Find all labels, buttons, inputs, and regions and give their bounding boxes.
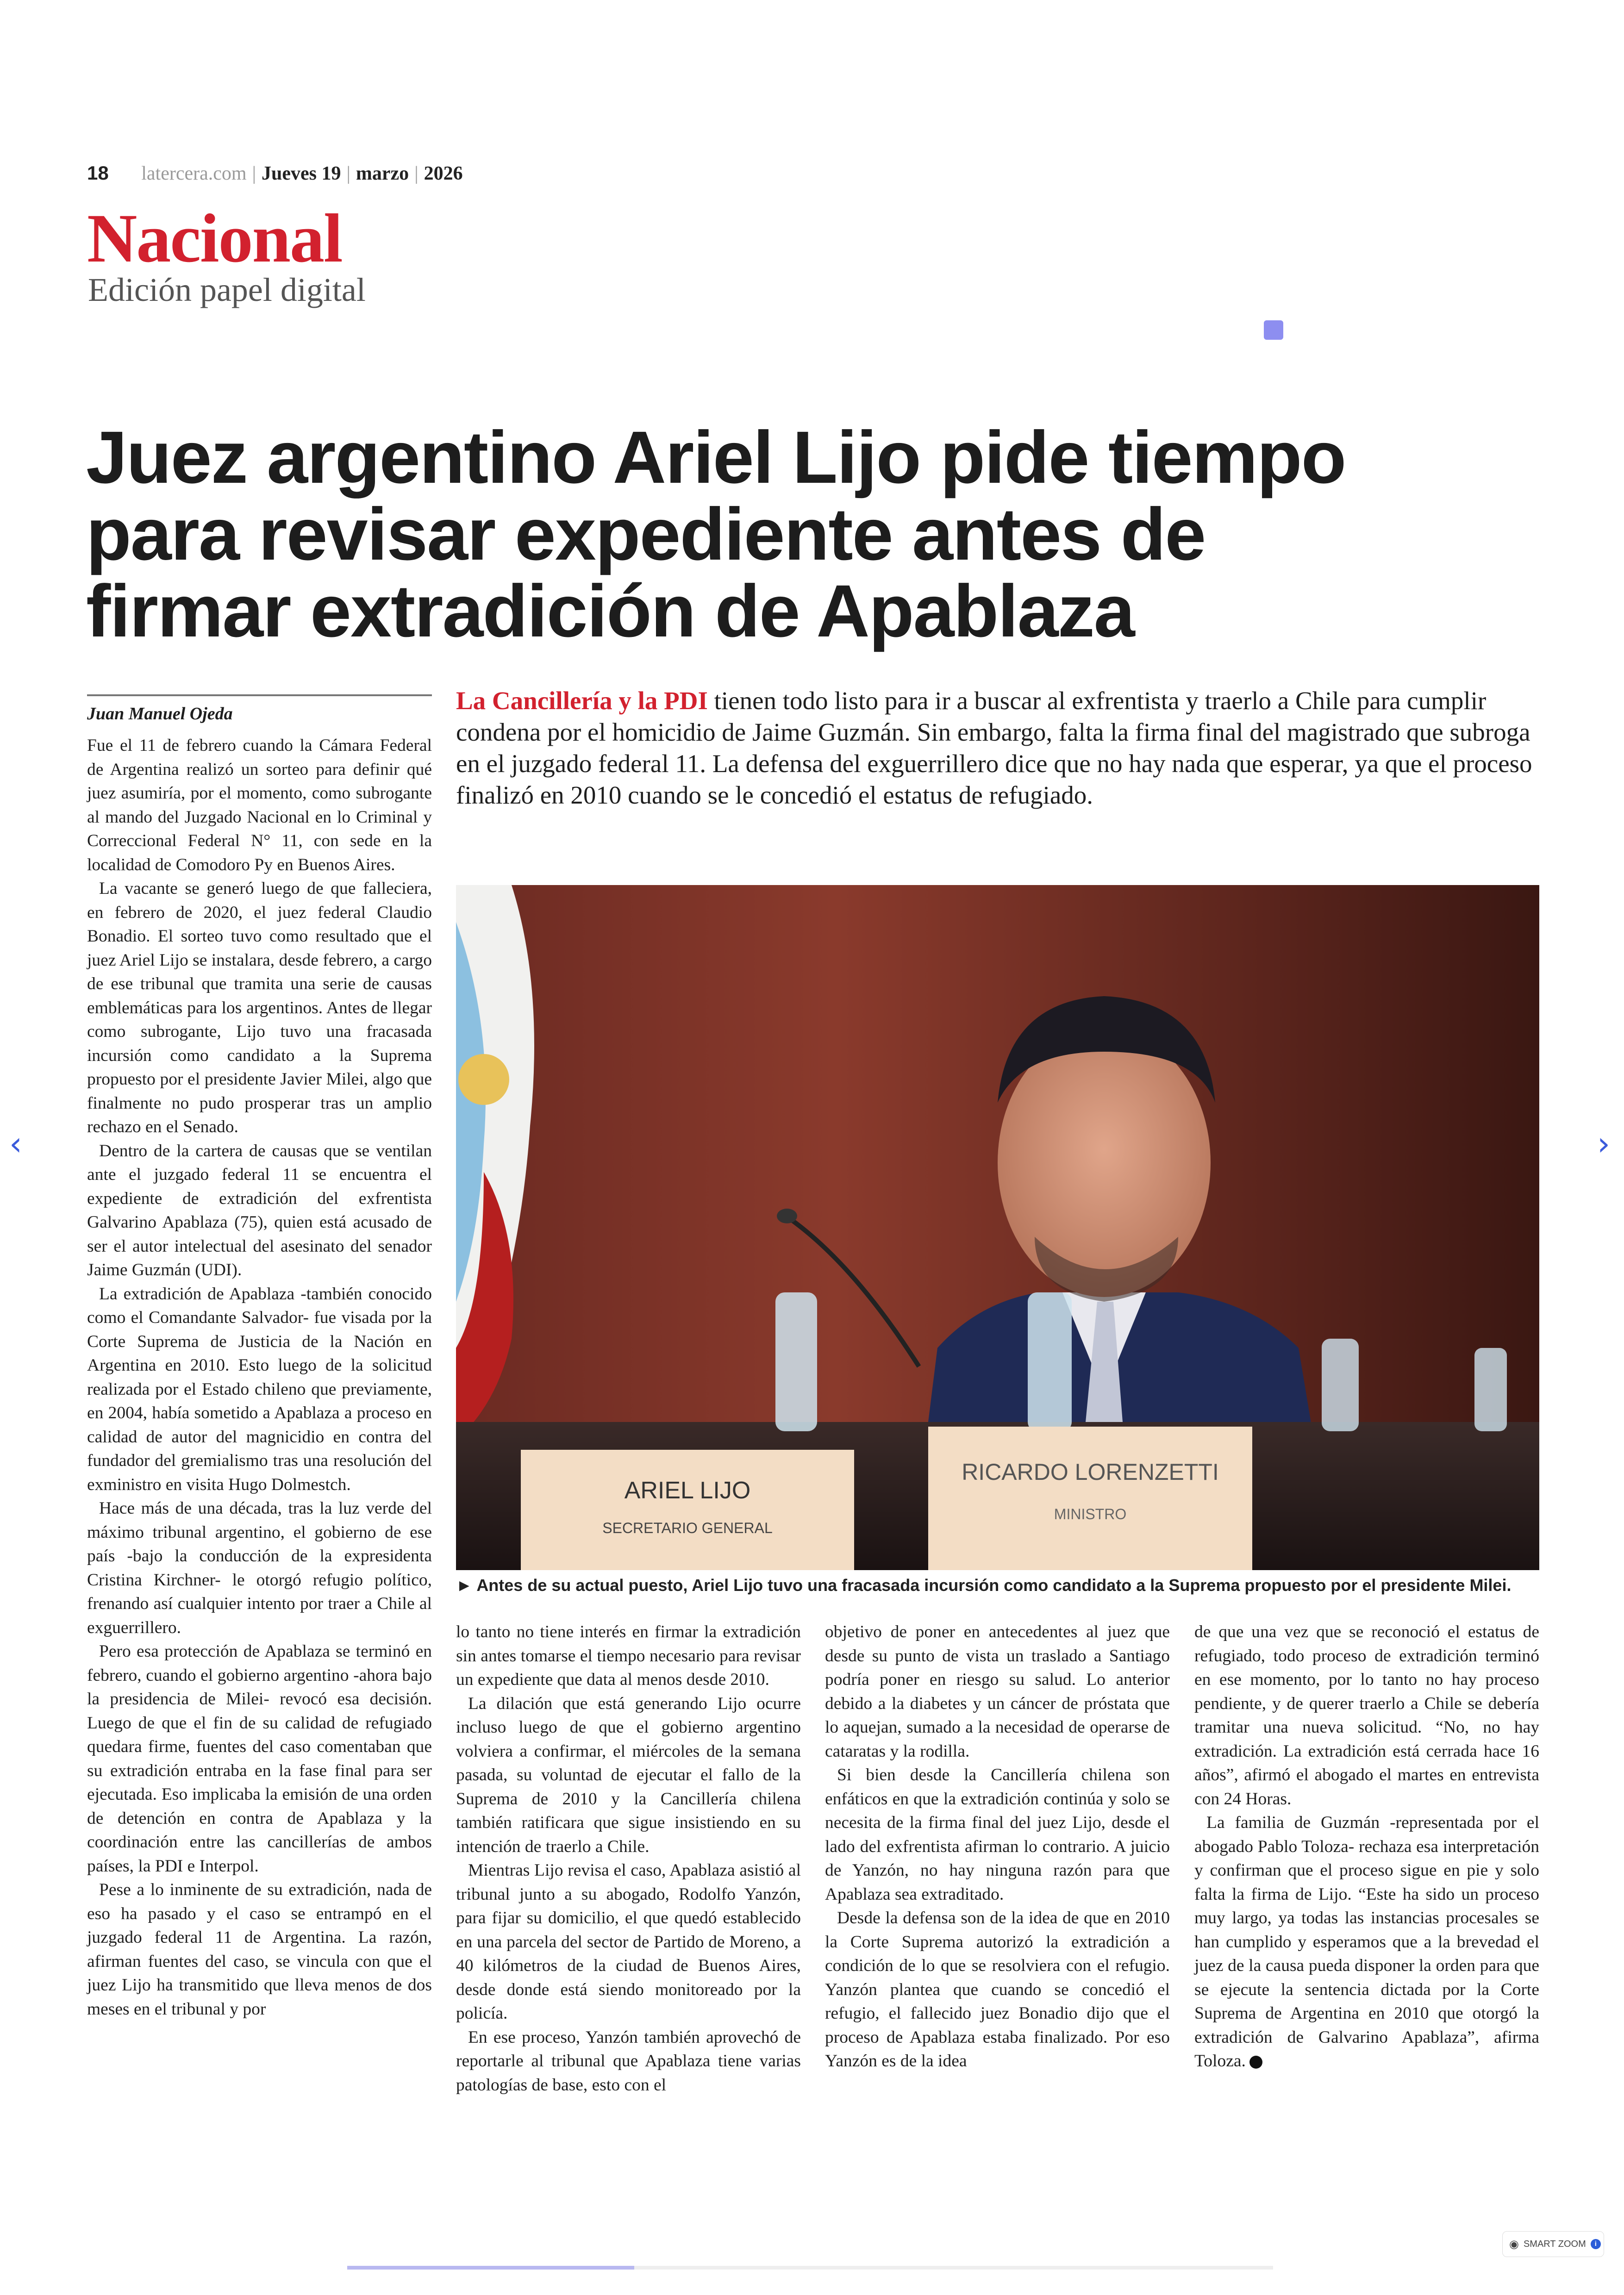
- paragraph: Fue el 11 de febrero cuando la Cámara Federal de Argentina realizó un sorteo para definir qué juez asumiría, por el momento, como subrogante al mando del Juzgado Nacional en lo Criminal y Correccional Federal N° 11, con sede en la localidad de Comodoro Py en Buenos Aires.: [87, 736, 432, 874]
- paragraph: Mientras Lijo revisa el caso, Apablaza asistió al tribunal junto a su abogado, Rodolfo Yanzón, para fijar su domicilio, el que quedó establecido en una parcela del sector de Partido de Moreno, a 40 kilómetros de la ciudad de Buenos Aires, desde donde está siendo monitoreado por la policía.: [456, 1861, 801, 2023]
- caption-arrow-icon: ►: [456, 1576, 473, 1595]
- folio-month: marzo: [356, 163, 409, 184]
- paragraph: La vacante se generó luego de que falleciera, en febrero de 2020, el juez federal Claudio Bonadio. El sorteo tuvo como resultado que el juez Ariel Lijo se instalara, desde febrero, a cargo de ese tribunal que tramita una serie de causas emblemáticas para los argentinos. Antes de llegar como subrogante, Lijo tuvo una fracasada incursión como candidato a la Suprema propuesto por el presidente Javier Milei, algo que finalmente no pudo prosperar tras un amplio rechazo en el Senado.: [87, 879, 432, 1136]
- lead-text: tienen todo listo para ir a buscar al exfrentista y traerlo a Chile para cumplir condena por el homicidio de Jaime Guzmán. Sin embargo, falta la firma final del magistrado que subroga en el juzgado federal 11. La defensa del exguerrillero dice que no hay nada que esperar, ya que el proceso finalizó en 2010 cuando se le concedió el estatus de refugiado.: [456, 686, 1532, 809]
- article-column-2: [456, 1620, 801, 2097]
- nameplate-left: [521, 1450, 854, 1570]
- paragraph: de que una vez que se reconoció el estatus de refugiado, todo proceso de extradición terminó en ese momento, por lo tanto no hay proceso pendiente, y de querer traerlo a Chile se debería tramitar una nueva solicitud. “No, no hay extradición. La extradición está cerrada hace 16 años”, afirmó el abogado el martes en entrevista con 24 Horas.: [1194, 1622, 1539, 1809]
- paragraph: Pero esa protección de Apablaza se terminó en febrero, cuando el gobierno argentino -ahora bajo la presidencia de Milei- revocó esa decisión. Luego de que el fin de su calidad de refugiado quedara firme, fuentes del caso comentaban que su extradición entraba en la fase final para ser ejecutada. Eso implicaba la emisión de una orden de detención en contra de Apablaza y la coordinación entre las cancillerías de ambos países, la PDI e Interpol.: [87, 1642, 432, 1876]
- bookmark-badge-icon[interactable]: [1264, 320, 1283, 340]
- next-page-button[interactable]: ›: [1597, 1125, 1610, 1163]
- photo-caption: [456, 1576, 1539, 1595]
- folio-day: Jueves 19: [261, 163, 341, 184]
- smart-zoom-label: SMART ZOOM: [1523, 2239, 1586, 2249]
- nameplate-right-name: RICARDO LORENZETTI: [962, 1459, 1219, 1485]
- page-scroll-bar[interactable]: [347, 2266, 1273, 2270]
- nameplate-left-title: SECRETARIO GENERAL: [602, 1520, 773, 1536]
- paragraph: Dentro de la cartera de causas que se ventilan ante el juzgado federal 11 se encuentra el expediente de extradición del exfrentista Galvarino Apablaza (75), quien está acusado de ser el autor intelectual del asesinato del senador Jaime Guzmán (UDI).: [87, 1141, 432, 1279]
- site-name[interactable]: latercera.com: [141, 163, 247, 184]
- caption-text: Antes de su actual puesto, Ariel Lijo tuvo una fracasada incursión como candidato a la Suprema propuesto por el presidente Milei.: [476, 1576, 1512, 1595]
- smart-zoom-control[interactable]: [1502, 2231, 1604, 2257]
- page-scroll-thumb[interactable]: [347, 2266, 634, 2270]
- page-number: 18: [87, 162, 109, 184]
- byline: Juan Manuel Ojeda: [87, 694, 432, 724]
- info-icon[interactable]: i: [1591, 2239, 1601, 2249]
- eye-icon: ◉: [1509, 2238, 1519, 2251]
- lead-highlight: La Cancillería y la PDI: [456, 686, 708, 715]
- paragraph: La dilación que está generando Lijo ocurre incluso luego de que el gobierno argentino volviera a confirmar, el miércoles de la semana pasada, su voluntad de ejecutar el fallo de la Suprema de 2010 y la Cancillería chilena también ratificara que sigue insistiendo en su intención de traerlo a Chile.: [456, 1694, 801, 1856]
- paragraph: Hace más de una década, tras la luz verde del máximo tribunal argentino, el gobierno de ese país -bajo la conducción de la expresidenta Cristina Kirchner- le otorgó refugio político, frenando así cualquier intento por traer a Chile al exguerrillero.: [87, 1499, 432, 1637]
- paragraph-text: La familia de Guzmán -representada por el abogado Pablo Toloza- rechaza esa interpretación y confirman que el proceso sigue en pie y solo falta la firma de Lijo. “Este ha sido un proceso muy largo, ya todas las instancias procesales se han cumplido y esperamos que a la brevedad el juez de la causa pueda disponer la orden para que se ejecute la sentencia dictada por la Corte Suprema de Argentina en 2010 que otorgó la extradición de Galvarino Apablaza”, afirma Toloza.: [1194, 1813, 1539, 2070]
- paragraph: La extradición de Apablaza -también conocido como el Comandante Salvador- fue visada por la Corte Suprema de Justicia de la Nación en Argentina en 2010. Esto luego de la solicitud realizada por el Estado chileno que previamente, en 2004, había sometido a Apablaza a proceso en calidad de autor del magnicidio en contra del fundador del gremialismo tras una resolución del exministro en visita Hugo Dolmestch.: [87, 1284, 432, 1494]
- paragraph: [1194, 1811, 1539, 2073]
- paragraph: Si bien desde la Cancillería chilena son enfáticos en que la extradición continúa y solo se necesita de la firma final del juez Lijo, desde el lado del exfrentista afirman lo contrario. A juicio de Yanzón, no hay ninguna razón para que Apablaza sea extraditado.: [825, 1765, 1170, 1904]
- lead-paragraph: [456, 685, 1539, 811]
- paragraph: Desde la defensa son de la idea de que en 2010 la Corte Suprema autorizó la extradición a condición de lo que se resolviera con el refugio. Yanzón plantea que cuando se concedió el refugio, el fallecido juez Bonadio dijo que el proceso de Apablaza estaba finalizado. Por eso Yanzón es de la idea: [825, 1908, 1170, 2070]
- nameplate-right: [928, 1427, 1252, 1570]
- article-photo[interactable]: [456, 885, 1539, 1570]
- folio: 18 latercera.com | Jueves 19 | marzo | 2026: [87, 162, 463, 184]
- paragraph: lo tanto no tiene interés en firmar la extradición sin antes tomarse el tiempo necesario para revisar un expediente que data al menos desde 2010.: [456, 1622, 801, 1689]
- folio-year: 2026: [424, 163, 463, 184]
- nameplate-right-title: MINISTRO: [1054, 1506, 1127, 1522]
- paragraph: objetivo de poner en antecedentes al juez que desde su punto de vista un traslado a Santiago podría poner en riesgo su salud. Lo anterior debido a la diabetes y un cáncer de próstata que lo aquejan, sumado a la necesidad de operarse de cataratas y la rodilla.: [825, 1622, 1170, 1761]
- headline: Juez argentino Ariel Lijo pide tiempo para revisar expediente antes de firmar extradición de Apablaza: [86, 416, 1346, 652]
- nameplate-left-name: ARIEL LIJO: [624, 1477, 751, 1504]
- article-column-3: [825, 1620, 1170, 2073]
- end-mark-icon: [1249, 2056, 1262, 2069]
- article-column-4: [1194, 1620, 1539, 2073]
- article-column-1: [87, 734, 432, 2021]
- paragraph: Pese a lo inminente de su extradición, nada de eso ha pasado y el caso se entrampó en el juzgado federal 11 de Argentina. La razón, afirman fuentes del caso, se vincula con que el juez Lijo ha transmitido que lleva menos de dos meses en el tribunal y por: [87, 1880, 432, 2019]
- section-title: Nacional: [87, 200, 342, 277]
- paragraph: En ese proceso, Yanzón también aprovechó de reportarle al tribunal que Apablaza tiene varias patologías de base, esto con el: [456, 2027, 801, 2095]
- edition-label: Edición papel digital: [88, 271, 366, 308]
- previous-page-button[interactable]: ‹: [9, 1125, 22, 1163]
